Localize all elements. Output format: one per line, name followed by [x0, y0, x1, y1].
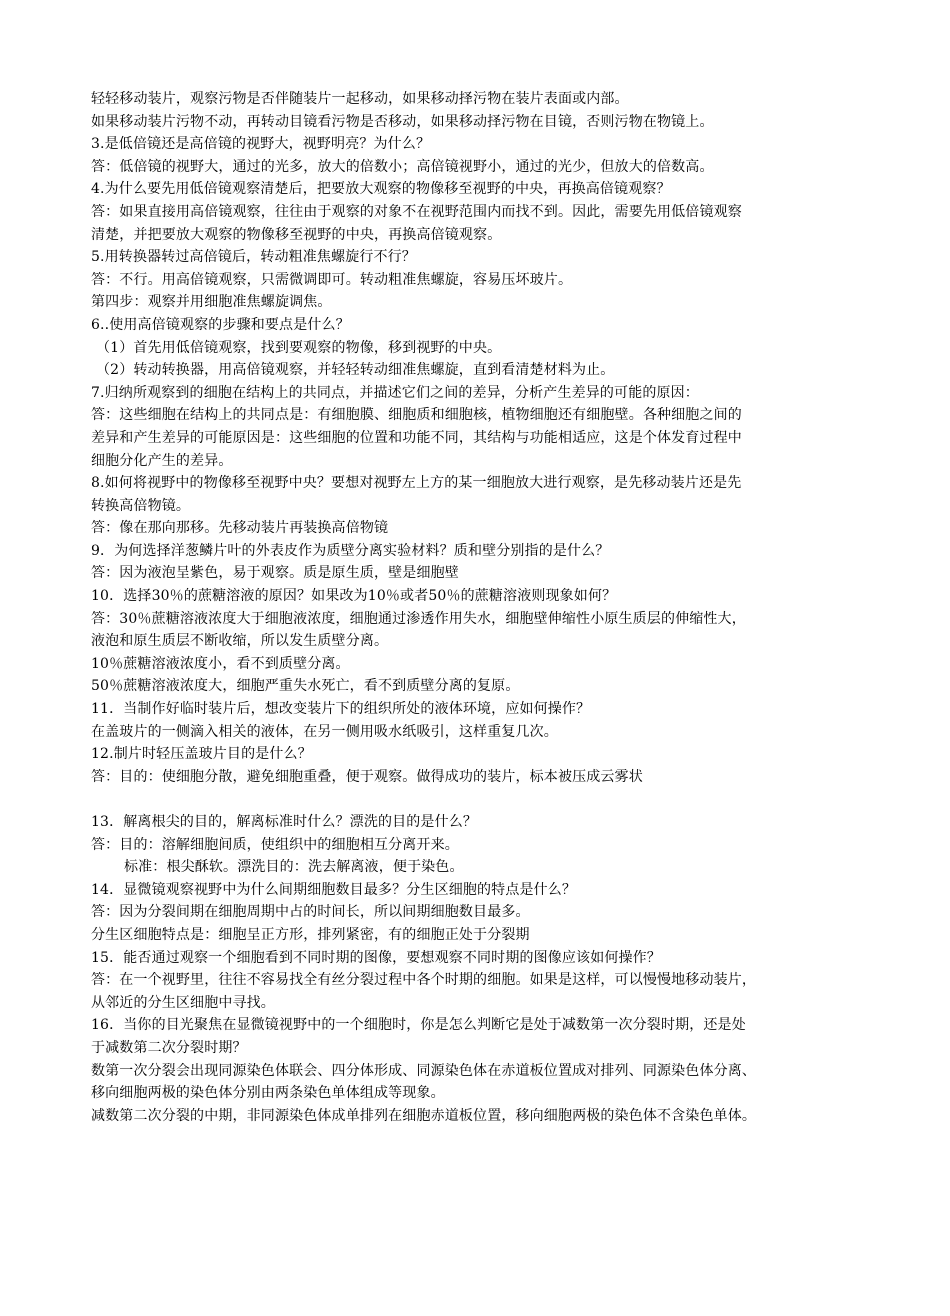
- text-line: 清楚，并把要放大观察的物像移至视野的中央，再换高倍镜观察。: [91, 226, 502, 243]
- answer-13: 答：目的：溶解细胞间质，使组织中的细胞相互分离开来。: [91, 836, 459, 853]
- question-6: 6..使用高倍镜观察的步骤和要点是什么？: [91, 316, 350, 333]
- question-15: 15．能否通过观察一个细胞看到不同时期的图像，要想观察不同时期的图像应该如何操作？: [91, 949, 661, 966]
- answer-10: 答：30％蔗糖溶液浓度大于细胞液浓度，细胞通过渗透作用失水，细胞壁伸缩性小原生质层的伸缩性大，: [91, 610, 746, 627]
- text-line: 于减数第二次分裂时期？: [91, 1039, 247, 1056]
- question-5: 5.用转换器转过高倍镜后，转动粗准焦螺旋行不行？: [91, 249, 416, 266]
- question-8: 8.如何将视野中的物像移至视野中央？要想对视野左上方的某一细胞放大进行观察，是先移动装片还是先: [91, 475, 742, 492]
- question-12: 12.制片时轻压盖玻片目的是什么？: [91, 746, 312, 763]
- text-line: 轻轻移动装片，观察污物是否伴随装片一起移动，如果移动择污物在装片表面或内部。: [91, 91, 629, 107]
- text-line: 50％蔗糖溶液浓度大，细胞严重失水死亡，看不到质壁分离的复原。: [91, 678, 520, 695]
- question-14: 14．显微镜观察视野中为什么间期细胞数目最多？分生区细胞的特点是什么？: [91, 881, 577, 898]
- text-line: 差异和产生差异的可能原因是：这些细胞的位置和功能不同，其结构与功能相适应，这是个体发育过程中: [91, 429, 742, 446]
- text-line: 标准：根尖酥软。漂洗目的：洗去解离液，便于染色。: [124, 859, 464, 876]
- question-3: 3.是低倍镜还是高倍镜的视野大，视野明亮？为什么？: [91, 136, 431, 153]
- question-13: 13．解离根尖的目的，解离标准时什么？漂洗的目的是什么？: [91, 814, 478, 830]
- question-16: 16．当你的目光聚焦在显微镜视野中的一个细胞时，你是怎么判断它是处于减数第一次分裂时期，还是处: [91, 1017, 746, 1034]
- text-line: 减数第二次分裂的中期，非同源染色体成单排列在细胞赤道板位置，移向细胞两极的染色体不含染色单体。: [91, 1107, 757, 1124]
- text-line: 10％蔗糖溶液浓度小，看不到质壁分离。: [91, 655, 350, 672]
- text-line: 如果移动装片污物不动，再转动目镜看污物是否移动，如果移动择污物在目镜，否则污物在物镜上。: [91, 113, 714, 130]
- question-9: 9．为何选择洋葱鳞片叶的外表皮作为质壁分离实验材料？质和壁分别指的是什么？: [91, 542, 610, 559]
- answer-14: 答：因为分裂间期在细胞周期中占的时间长，所以间期细胞数目最多。: [91, 904, 530, 921]
- text-line: 液泡和原生质层不断收缩，所以发生质壁分离。: [91, 633, 389, 650]
- text-line: 细胞分化产生的差异。: [91, 452, 233, 469]
- blank-line: [91, 788, 866, 811]
- answer-8: 答：像在那向那移。先移动装片再装换高倍物镜: [91, 520, 389, 537]
- question-7: 7.归纳所观察到的细胞在结构上的共同点，并描述它们之间的差异，分析产生差异的可能的原因：: [91, 384, 699, 401]
- answer-16: 数第一次分裂会出现同源染色体联会、四分体形成、同源染色体在赤道板位置成对排列、同源染色体分离、: [91, 1062, 757, 1079]
- answer-12: 答：目的：使细胞分散，避免细胞重叠，便于观察。做得成功的装片，标本被压成云雾状: [91, 768, 643, 785]
- question-10: 10．选择30％的蔗糖溶液的原因？如果改为10％或者50％的蔗糖溶液则现象如何？: [91, 588, 617, 605]
- answer-11: 在盖玻片的一侧滴入相关的液体，在另一侧用吸水纸吸引，这样重复几次。: [91, 723, 558, 740]
- answer-9: 答：因为液泡呈紫色，易于观察。质是原生质，壁是细胞壁: [91, 565, 459, 582]
- step-2: （2）转动转换器，用高倍镜观察，并轻轻转动细准焦螺旋，直到看清楚材料为止。: [96, 362, 615, 379]
- text-line: 分生区细胞特点是：细胞呈正方形，排列紧密，有的细胞正处于分裂期: [91, 926, 530, 943]
- answer-4: 答：如果直接用高倍镜观察，往往由于观察的对象不在视野范围内而找不到。因此，需要先用低倍镜观察: [91, 203, 742, 220]
- text-line: 从邻近的分生区细胞中寻找。: [91, 994, 275, 1011]
- step-four: 第四步：观察并用细胞准焦螺旋调焦。: [91, 294, 332, 311]
- answer-3: 答：低倍镜的视野大，通过的光多，放大的倍数小；高倍镜视野小，通过的光少，但放大的倍数高。: [91, 158, 714, 175]
- answer-5: 答：不行。用高倍镜观察，只需微调即可。转动粗准焦螺旋，容易压坏玻片。: [91, 271, 573, 288]
- text-line: 移向细胞两极的染色体分别由两条染色单体组成等现象。: [91, 1085, 445, 1102]
- question-11: 11．当制作好临时装片后，想改变装片下的组织所处的液体环境，应如何操作？: [91, 701, 591, 718]
- answer-7: 答：这些细胞在结构上的共同点是：有细胞膜、细胞质和细胞核，植物细胞还有细胞壁。各种细胞之间的: [91, 407, 742, 424]
- step-1: （1）首先用低倍镜观察，找到要观察的物像，移到视野的中央。: [96, 339, 502, 356]
- text-line: 转换高倍物镜。: [91, 497, 191, 514]
- question-4: 4.为什么要先用低倍镜观察清楚后，把要放大观察的物像移至视野的中央，再换高倍镜观察？: [91, 181, 671, 198]
- answer-15: 答：在一个视野里，往往不容易找全有丝分裂过程中各个时期的细胞。如果是这样，可以慢慢地移动装片，: [91, 972, 757, 989]
- document-page: [91, 88, 866, 1127]
